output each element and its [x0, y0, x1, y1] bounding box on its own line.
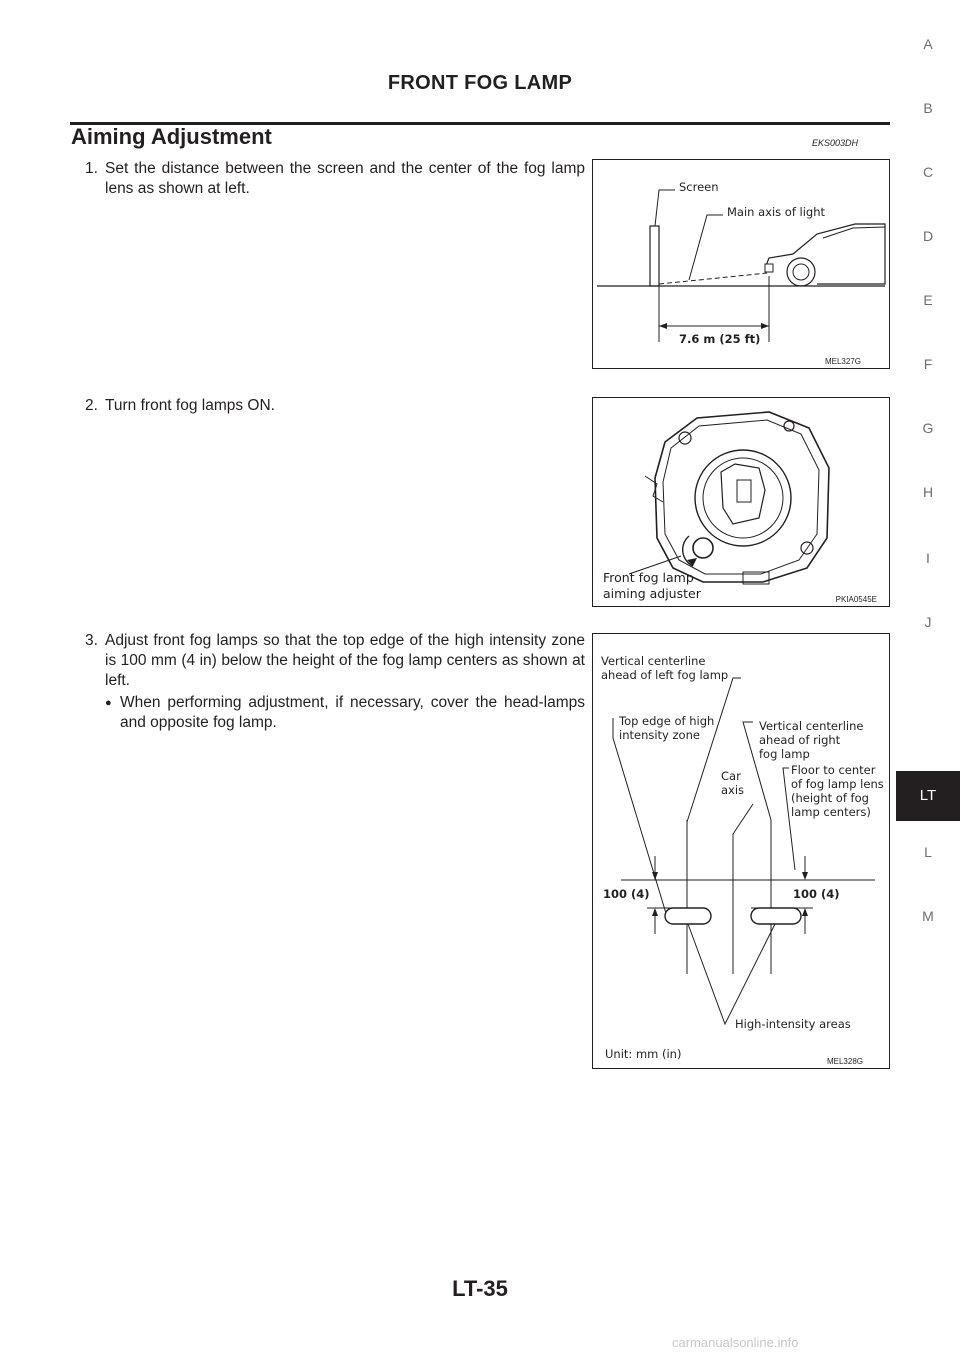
car-outline	[765, 224, 885, 284]
vright-label-3: fog lamp	[759, 747, 810, 761]
lamp-lens	[695, 450, 791, 546]
aiming-pattern-diagram	[593, 634, 889, 1068]
lamp-lens-inner	[703, 458, 783, 538]
vright-label-2: ahead of right	[759, 733, 841, 747]
screen-distance-diagram	[593, 160, 889, 368]
mount-bolt-top-left	[679, 432, 691, 444]
vleft-label-1: Vertical centerline	[601, 654, 706, 668]
car-axis-label-2: axis	[721, 783, 745, 797]
car-wheel	[787, 258, 815, 286]
side-index-a[interactable]: A	[923, 36, 933, 52]
figure-fog-lamp-adjuster	[592, 397, 890, 607]
floor-label-2: of fog lamp lens	[791, 777, 884, 791]
section-code: EKS003DH	[812, 138, 859, 148]
side-index-lt-active[interactable]: LT	[896, 771, 960, 821]
dim-right-arrow-down	[802, 872, 808, 880]
figure-id: MEL328G	[826, 1057, 863, 1066]
lamp-housing-inner	[663, 420, 819, 574]
dim-left-arrow-up	[652, 908, 658, 916]
side-index-j[interactable]: J	[924, 614, 932, 630]
step-1	[85, 159, 585, 199]
side-index-h[interactable]: H	[922, 484, 934, 500]
watermark: carmanualsonline.info	[672, 1335, 799, 1350]
high-intensity-label: High-intensity areas	[735, 1017, 851, 1031]
note-bullet	[105, 693, 585, 733]
step-text: Adjust front fog lamps so that the top edge of the high intensity zone is 100 mm (4 in) below the height of the fog lamp centers as shown at left.	[105, 632, 585, 689]
vleft-leader	[687, 678, 741, 822]
step-3	[85, 631, 585, 691]
bracket-left	[645, 476, 663, 502]
dim-arrow-right	[761, 323, 769, 329]
dim-arrow-left	[659, 323, 667, 329]
car-window	[823, 227, 885, 238]
screen-shape	[650, 226, 659, 286]
step-number: 3.	[85, 632, 98, 649]
floor-label-3: (height of fog	[791, 791, 869, 805]
screen-label: Screen	[679, 180, 719, 194]
step-number: 2.	[85, 397, 98, 414]
top-edge-label-1: Top edge of high	[619, 714, 715, 728]
car-axis-label-1: Car	[721, 769, 741, 783]
side-index-c[interactable]: C	[922, 164, 934, 180]
dim-left-arrow-down	[652, 872, 658, 880]
car-axis-leader	[733, 804, 753, 834]
page-header-title: FRONT FOG LAMP	[387, 72, 573, 94]
side-index-g[interactable]: G	[922, 420, 934, 436]
step-text: Turn front fog lamps ON.	[105, 397, 275, 414]
high-intensity-leader	[688, 924, 775, 1024]
top-edge-label-2: intensity zone	[619, 728, 700, 742]
dim-left-label: 100 (4)	[603, 887, 650, 901]
fog-lamp-diagram	[593, 398, 889, 606]
aiming-adjuster-screw	[693, 538, 713, 558]
vleft-label-2: ahead of left fog lamp	[601, 668, 729, 682]
bullet-dot-icon: ●	[105, 697, 112, 709]
side-index-b[interactable]: B	[923, 100, 933, 116]
axis-leader	[689, 215, 723, 280]
right-high-intensity-area	[751, 908, 801, 924]
step-number: 1.	[85, 160, 98, 177]
side-index-d[interactable]: D	[922, 228, 934, 244]
page-number: LT-35	[452, 1276, 508, 1301]
side-index-l[interactable]: L	[924, 844, 932, 860]
dim-right-arrow-up	[802, 908, 808, 916]
section-title: Aiming Adjustment	[71, 124, 272, 149]
light-axis-line	[659, 273, 767, 284]
side-index-f[interactable]: F	[923, 356, 933, 372]
side-index-i[interactable]: I	[926, 550, 930, 566]
fog-lamp-shape	[765, 264, 773, 272]
figure-id: PKIA0545E	[835, 595, 877, 604]
main-axis-label: Main axis of light	[727, 205, 826, 219]
bulb-socket	[721, 464, 765, 524]
side-index-e[interactable]: E	[923, 292, 933, 308]
dim-right-label: 100 (4)	[793, 887, 840, 901]
figure-screen-distance	[592, 159, 890, 369]
bulb-connector	[737, 480, 751, 502]
step-2	[85, 396, 585, 416]
adjuster-label-line2: aiming adjuster	[603, 586, 701, 601]
figure-id: MEL327G	[824, 357, 861, 366]
floor-label-1: Floor to center	[791, 763, 876, 777]
vright-label-1: Vertical centerline	[759, 719, 864, 733]
floor-label-4: lamp centers)	[791, 805, 871, 819]
distance-label: 7.6 m (25 ft)	[679, 332, 761, 346]
step-text: Set the distance between the screen and the center of the fog lamp lens as shown at left.	[105, 160, 585, 197]
left-high-intensity-area	[665, 908, 711, 924]
bullet-text: When performing adjustment, if necessary, cover the head-lamps and opposite fog lamp.	[120, 694, 585, 731]
unit-label: Unit: mm (in)	[605, 1047, 682, 1061]
figure-aiming-pattern	[592, 633, 890, 1069]
adjuster-label-line1: Front fog lamp	[603, 570, 694, 585]
car-wheel-hub	[793, 264, 809, 280]
screen-leader	[655, 190, 675, 226]
side-index-m[interactable]: M	[922, 908, 934, 924]
